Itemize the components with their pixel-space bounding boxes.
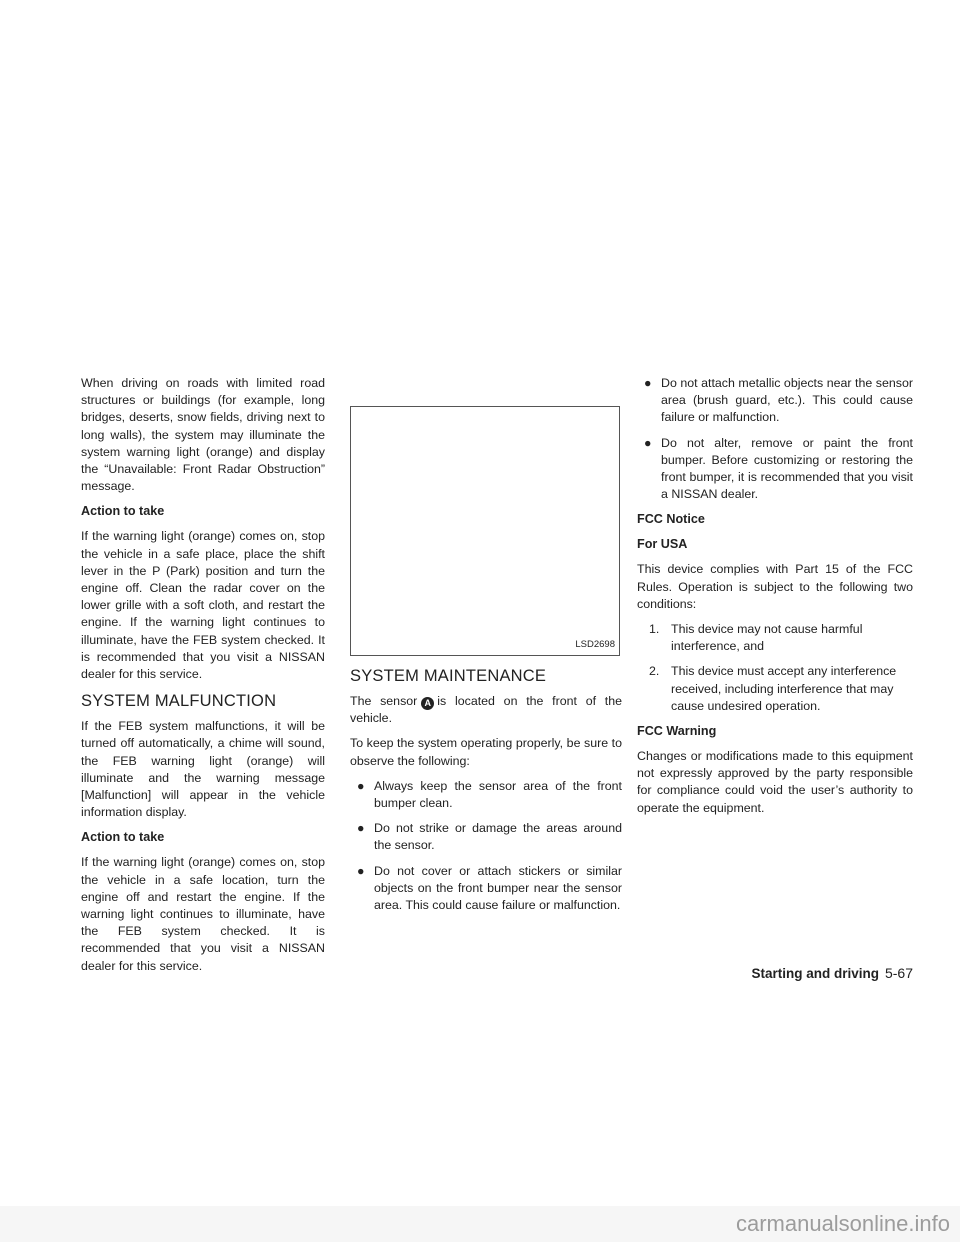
page-footer <box>751 965 913 981</box>
conditions-list <box>637 621 913 715</box>
list-item: ● Do not cover or attach stickers or similar objects on the front bumper near the sensor area. This could cause failure or malfunction. <box>357 863 622 913</box>
action-paragraph: If the warning light (orange) comes on, stop the vehicle in a safe place, place the shift lever in the P (Park) position and turn the engine off. Clean the radar cover on the lower grille with a soft cloth, and restart the engine. If the warning light continues to illuminate, have the FEB system checked. It is recommended that you visit a NISSAN dealer for this service. <box>81 529 325 682</box>
figure-code: LSD2698 <box>575 638 615 650</box>
sensor-text-end: is located on the front of the vehicle. <box>350 694 623 726</box>
column-right <box>637 375 913 825</box>
action-heading: Action to take <box>81 830 165 845</box>
list-item: 2. This device must accept any interference received, including interference that may cause undesired operation. <box>649 664 897 713</box>
marker-a-icon: A <box>421 697 434 710</box>
list-item: 1. This device may not cause harmful interference, and <box>649 622 863 654</box>
maintenance-list <box>350 778 622 914</box>
list-item: ● Always keep the sensor area of the front bumper clean. <box>357 778 622 811</box>
bullet-icon: ● <box>644 376 652 390</box>
fcc-warning-heading: FCC Warning <box>637 724 717 739</box>
malfunction-paragraph: If the FEB system malfunctions, it will be turned off automatically, a chime will sound, the FEB warning light (orange) will illuminate and the warning message [Malfunction] will appear in the vehicle information display. <box>81 719 325 820</box>
watermark-text: carmanualsonline.info <box>735 1211 950 1236</box>
bullet-icon: ● <box>644 435 652 450</box>
sensor-figure <box>350 406 620 656</box>
fcc-notice-heading: FCC Notice <box>637 512 705 527</box>
section-heading-maintenance: SYSTEM MAINTENANCE <box>350 667 547 685</box>
fcc-warning-paragraph: Changes or modifications made to this equipment not expressly approved by the party responsible for compliance could void the user’s authority to operate the equipment. <box>637 749 913 815</box>
action-heading: Action to take <box>81 504 165 519</box>
keep-paragraph: To keep the system operating properly, be sure to observe the following: <box>350 736 622 768</box>
maintenance-list-continued <box>637 375 913 503</box>
action-paragraph: If the warning light (orange) comes on, stop the vehicle in a safe location, turn the engine off and restart the engine. If the warning light continues to illuminate, have the FEB system checked. It is recommended that you visit a NISSAN dealer for this service. <box>81 855 325 973</box>
footer-section-title: Starting and driving <box>751 966 879 981</box>
bullet-icon: ● <box>357 863 365 878</box>
bullet-icon: ● <box>357 778 365 793</box>
column-left <box>81 375 325 983</box>
sensor-text-start: The sensor <box>350 694 418 708</box>
intro-paragraph: When driving on roads with limited road structures or buildings (for example, long bridges, deserts, snow fields, driving next to long walls), the system may illuminate the system warning light (orange) and display the “Unavailable: Front Radar Obstruction” message. <box>81 376 325 494</box>
for-usa-heading: For USA <box>637 537 688 552</box>
list-item: ● Do not attach metallic objects near the sensor area (brush guard, etc.). This could cause failure or malfunction. <box>644 376 913 425</box>
page-number: 5-67 <box>884 965 913 981</box>
fcc-paragraph: This device complies with Part 15 of the FCC Rules. Operation is subject to the following two conditions: <box>637 562 913 611</box>
watermark-bar <box>0 1206 960 1242</box>
section-heading-malfunction: SYSTEM MALFUNCTION <box>81 692 277 711</box>
list-item: ● Do not alter, remove or paint the front bumper. Before customizing or restoring the front bumper, it is recommended that you visit a NISSAN dealer. <box>644 435 913 502</box>
sensor-paragraph <box>350 693 622 727</box>
list-item: ● Do not strike or damage the areas around the sensor. <box>357 821 622 853</box>
bullet-icon: ● <box>357 821 365 836</box>
column-middle <box>350 406 622 922</box>
